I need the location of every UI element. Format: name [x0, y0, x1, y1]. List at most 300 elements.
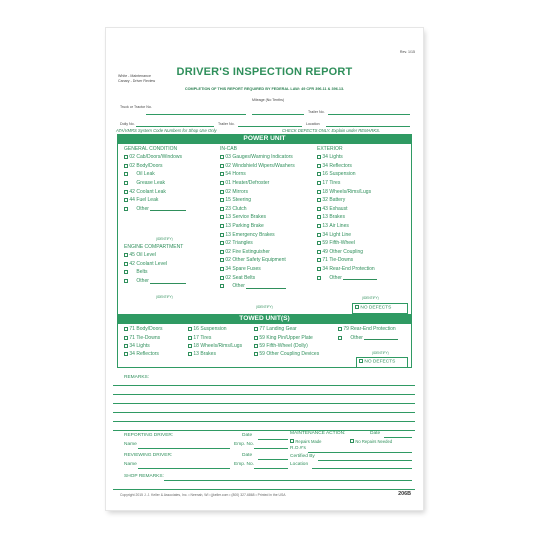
- item-checkbox[interactable]: [317, 258, 321, 262]
- item-checkbox[interactable]: [188, 336, 192, 340]
- power-no-defects-checkbox[interactable]: [355, 305, 359, 309]
- item-code: 42: [129, 260, 135, 267]
- item-checkbox[interactable]: [220, 250, 224, 254]
- item-label: Tires: [329, 180, 341, 187]
- checklist-item[interactable]: [124, 187, 214, 196]
- engine-identify-label: (IDENTIFY): [156, 295, 173, 299]
- in-cab-list: [220, 153, 318, 291]
- checklist-item[interactable]: [254, 325, 344, 333]
- item-checkbox[interactable]: [317, 181, 321, 185]
- item-label: Other: [136, 278, 149, 285]
- trailer-no-2-label: Trailer No.: [218, 122, 235, 126]
- exterior-identify-label: (IDENTIFY): [362, 296, 379, 300]
- dolly-no-line[interactable]: [136, 126, 214, 127]
- item-code: 13: [193, 351, 199, 358]
- maintenance-date-line[interactable]: [384, 437, 412, 438]
- item-label: Rear-End Protection: [329, 266, 375, 273]
- item-label: Exhaust: [329, 205, 348, 212]
- certified-by-line[interactable]: [318, 460, 412, 461]
- item-label: Landing Gear: [266, 326, 297, 333]
- item-label: Suspension: [329, 171, 356, 178]
- item-code: 18: [322, 188, 328, 195]
- checklist-item[interactable]: [317, 256, 411, 265]
- checklist-item[interactable]: [124, 342, 194, 350]
- checklist-item[interactable]: [124, 325, 194, 333]
- truck-tractor-label: Truck or Tractor No.: [120, 105, 152, 109]
- item-label: Parking Brake: [232, 223, 264, 230]
- remarks-line[interactable]: [113, 412, 415, 413]
- item-code: 23: [225, 205, 231, 212]
- reporting-name-line[interactable]: [138, 448, 230, 449]
- exterior-column: [317, 146, 411, 282]
- checklist-item[interactable]: [338, 333, 414, 341]
- item-checkbox[interactable]: [124, 262, 128, 266]
- item-code: 02: [225, 248, 231, 255]
- item-checkbox[interactable]: [124, 164, 128, 168]
- item-checkbox[interactable]: [124, 270, 128, 274]
- other-blank-line[interactable]: [343, 275, 377, 280]
- checklist-item[interactable]: [124, 162, 214, 171]
- shop-remarks-line[interactable]: [164, 480, 412, 481]
- reviewing-emp-label: Emp. No.: [234, 462, 254, 467]
- checklist-item[interactable]: [124, 205, 214, 214]
- item-checkbox[interactable]: [220, 276, 224, 280]
- item-code: 43: [322, 205, 328, 212]
- checklist-item[interactable]: [124, 350, 194, 358]
- inspection-report-form: [106, 28, 423, 510]
- item-label: Coolant Leak: [136, 188, 166, 195]
- other-blank-line[interactable]: [150, 279, 186, 284]
- item-label: Grease Leak: [136, 180, 166, 187]
- item-label: Air Lines: [329, 223, 349, 230]
- ata-note: ATA/VMRS System Code Numbers for Shop Use Only: [116, 128, 217, 133]
- item-checkbox[interactable]: [124, 190, 128, 194]
- item-label: Other Coupling Devices: [266, 351, 320, 358]
- item-checkbox[interactable]: [220, 215, 224, 219]
- item-code: 01: [225, 180, 231, 187]
- item-label: Spare Fuses: [232, 266, 261, 273]
- reviewing-name-line[interactable]: [138, 468, 230, 469]
- checklist-item[interactable]: [220, 153, 318, 162]
- item-code: 59: [259, 334, 265, 341]
- item-checkbox[interactable]: [254, 336, 258, 340]
- reviewing-emp-line[interactable]: [254, 468, 288, 469]
- checklist-item[interactable]: [338, 325, 414, 333]
- maintenance-date-label: Date: [370, 431, 381, 436]
- engine-compartment-column: [124, 244, 214, 285]
- item-label: Light Line: [329, 231, 352, 238]
- checklist-item[interactable]: [220, 230, 318, 239]
- item-code: 16: [193, 326, 199, 333]
- item-label: Heater/Defroster: [232, 180, 270, 187]
- item-label: Other: [232, 283, 245, 290]
- item-checkbox[interactable]: [124, 181, 128, 185]
- item-code: 13: [225, 223, 231, 230]
- item-code: 03: [225, 154, 231, 161]
- towed-units-header: TOWED UNIT(S): [117, 314, 412, 324]
- reporting-driver-label: REPORTING DRIVER:: [124, 433, 174, 438]
- copyright-text: Copyright 2015 J. J. Keller & Associates, Inc. • Neenah, WI • jjkeller.com • (800) 327-6868 • Printed in the USA: [120, 493, 286, 497]
- item-checkbox[interactable]: [317, 241, 321, 245]
- item-checkbox[interactable]: [124, 253, 128, 257]
- checklist-item[interactable]: [124, 260, 214, 269]
- checklist-item[interactable]: [124, 277, 214, 286]
- item-label: Fifth-Wheel: [329, 240, 355, 247]
- item-label: Clutch: [232, 205, 247, 212]
- item-code: 45: [129, 252, 135, 259]
- maintenance-action-label: MAINTENANCE ACTION:: [290, 431, 346, 436]
- remarks-line[interactable]: [113, 385, 415, 386]
- repairs-made-label: Repairs Made: [295, 439, 322, 444]
- towed-no-defects-label: NO DEFECTS: [364, 359, 396, 365]
- item-code: 02: [225, 274, 231, 281]
- item-code: 77: [259, 326, 265, 333]
- checklist-item[interactable]: [188, 342, 258, 350]
- item-checkbox[interactable]: [124, 198, 128, 202]
- item-checkbox[interactable]: [124, 172, 128, 176]
- item-code: 59: [259, 351, 265, 358]
- checklist-item[interactable]: [220, 162, 318, 171]
- checklist-item[interactable]: [317, 222, 411, 231]
- item-label: Brakes: [329, 214, 345, 221]
- item-code: 44: [129, 197, 135, 204]
- checklist-item[interactable]: [220, 273, 318, 282]
- item-label: Wheels/Rims/Lugs: [200, 342, 243, 349]
- item-checkbox[interactable]: [124, 336, 128, 340]
- item-checkbox[interactable]: [124, 279, 128, 283]
- trailer-no-line[interactable]: [328, 114, 410, 115]
- item-code: 02: [225, 240, 231, 247]
- towed-identify-label: (IDENTIFY): [372, 351, 389, 355]
- checklist-item[interactable]: [220, 213, 318, 222]
- item-label: Steering: [232, 197, 252, 204]
- no-repairs-option[interactable]: [350, 439, 392, 444]
- item-label: Belts: [136, 269, 148, 276]
- engine-compartment-list: [124, 251, 214, 285]
- check-defects-note: CHECK DEFECTS ONLY. Explain under REMARKS.: [282, 128, 381, 133]
- shop-remarks-label: SHOP REMARKS:: [124, 474, 164, 479]
- checklist-item[interactable]: [124, 251, 214, 260]
- checklist-item[interactable]: [124, 268, 214, 277]
- item-checkbox[interactable]: [317, 276, 321, 280]
- form-title: DRIVER'S INSPECTION REPORT: [176, 66, 353, 78]
- item-label: Other Coupling: [329, 248, 364, 255]
- item-checkbox[interactable]: [317, 190, 321, 194]
- certified-by-label: Certified By: [290, 454, 315, 459]
- item-code: 34: [129, 351, 135, 358]
- towed-col-3: [254, 325, 344, 359]
- item-label: Brakes: [200, 351, 216, 358]
- general-identify-label: (IDENTIFY): [156, 237, 173, 241]
- item-checkbox[interactable]: [317, 164, 321, 168]
- item-checkbox[interactable]: [220, 198, 224, 202]
- revision-label: Rev. 1/15: [399, 50, 415, 54]
- item-checkbox[interactable]: [317, 224, 321, 228]
- item-code: 34: [322, 266, 328, 273]
- reporting-name-label: Name: [124, 442, 137, 447]
- item-checkbox[interactable]: [317, 172, 321, 176]
- item-label: Tie-Downs: [329, 257, 354, 264]
- item-code: 49: [322, 248, 328, 255]
- reporting-date-line[interactable]: [258, 439, 288, 440]
- reporting-emp-label: Emp. No.: [234, 442, 254, 447]
- reviewing-date-line[interactable]: [258, 459, 288, 460]
- item-label: Body/Doors: [136, 326, 163, 333]
- checklist-item[interactable]: [220, 170, 318, 179]
- item-checkbox[interactable]: [254, 327, 258, 331]
- repairs-made-checkbox[interactable]: [290, 439, 294, 443]
- item-code: 32: [322, 197, 328, 204]
- item-label: King Pin/Upper Plate: [266, 334, 313, 341]
- item-label: Fuel Leak: [136, 197, 159, 204]
- item-label: Tie-Downs: [136, 334, 161, 341]
- incab-identify-label: (IDENTIFY): [256, 305, 273, 309]
- item-checkbox[interactable]: [254, 352, 258, 356]
- reviewing-name-label: Name: [124, 462, 137, 467]
- power-unit-header: POWER UNIT: [117, 134, 412, 144]
- in-cab-heading: IN-CAB: [220, 146, 237, 152]
- federal-law-note: COMPLETION OF THIS REPORT REQUIRED BY FEDERAL LAW: 49 CFR 396.11 & 396.13.: [184, 87, 345, 91]
- checklist-item[interactable]: [220, 179, 318, 188]
- item-checkbox[interactable]: [220, 172, 224, 176]
- checklist-item[interactable]: [317, 265, 411, 274]
- item-code: 34: [322, 154, 328, 161]
- item-checkbox[interactable]: [220, 284, 224, 288]
- item-label: Fifth-Wheel (Dolly): [266, 342, 308, 349]
- no-repairs-label: No Repairs Needed: [355, 439, 393, 444]
- item-code: 34: [225, 266, 231, 273]
- exterior-heading: EXTERIOR: [317, 146, 343, 152]
- item-label: Wheels/Rims/Lugs: [329, 188, 372, 195]
- checklist-item[interactable]: [188, 325, 258, 333]
- item-checkbox[interactable]: [317, 233, 321, 237]
- general-condition-list: [124, 153, 214, 213]
- item-label: Cab/Doors/Windows: [136, 154, 182, 161]
- checklist-item[interactable]: [188, 333, 258, 341]
- checklist-item[interactable]: [220, 282, 318, 291]
- item-code: 16: [322, 171, 328, 178]
- shop-remarks-line-2[interactable]: [113, 489, 415, 490]
- towed-no-defects-checkbox[interactable]: [359, 359, 363, 363]
- item-label: Triangles: [232, 240, 253, 247]
- exterior-list: [317, 153, 411, 282]
- ros-label: R.O.#'s: [290, 446, 306, 451]
- checklist-item[interactable]: [220, 222, 318, 231]
- item-code: 17: [193, 334, 199, 341]
- checklist-item[interactable]: [317, 239, 411, 248]
- item-label: Reflectors: [329, 162, 352, 169]
- item-checkbox[interactable]: [220, 207, 224, 211]
- truck-no-line[interactable]: [146, 114, 246, 115]
- item-checkbox[interactable]: [220, 241, 224, 245]
- trailer-no-label: Trailer No.: [308, 110, 325, 114]
- checklist-item[interactable]: [220, 196, 318, 205]
- item-code: 13: [322, 214, 328, 221]
- checklist-item[interactable]: [317, 230, 411, 239]
- item-code: 71: [129, 334, 135, 341]
- item-checkbox[interactable]: [188, 327, 192, 331]
- checklist-item[interactable]: [220, 205, 318, 214]
- item-code: 18: [193, 342, 199, 349]
- location-label: Location: [306, 122, 320, 126]
- other-blank-line[interactable]: [364, 335, 398, 340]
- checklist-item[interactable]: [317, 187, 411, 196]
- item-checkbox[interactable]: [220, 233, 224, 237]
- engine-compartment-heading: ENGINE COMPARTMENT: [124, 244, 184, 250]
- item-checkbox[interactable]: [188, 344, 192, 348]
- no-repairs-checkbox[interactable]: [350, 439, 354, 443]
- checklist-item[interactable]: [124, 333, 194, 341]
- remarks-line[interactable]: [113, 394, 415, 395]
- item-label: Other: [350, 334, 363, 341]
- item-label: Other: [329, 274, 342, 281]
- reviewing-date-label: Date: [242, 453, 253, 458]
- item-label: Tires: [200, 334, 212, 341]
- item-checkbox[interactable]: [317, 267, 321, 271]
- copy-canary: Canary - Driver Review: [118, 79, 156, 83]
- towed-no-defects-box[interactable]: [356, 357, 408, 368]
- item-checkbox[interactable]: [317, 250, 321, 254]
- checklist-item[interactable]: [317, 196, 411, 205]
- other-blank-line[interactable]: [150, 206, 186, 211]
- item-checkbox[interactable]: [188, 352, 192, 356]
- checklist-item[interactable]: [317, 170, 411, 179]
- item-code: 34: [322, 231, 328, 238]
- item-label: Horns: [232, 171, 246, 178]
- item-checkbox[interactable]: [220, 224, 224, 228]
- item-label: Windshield Wipers/Washers: [232, 162, 295, 169]
- item-checkbox[interactable]: [338, 327, 342, 331]
- item-checkbox[interactable]: [220, 164, 224, 168]
- ros-line[interactable]: [308, 452, 412, 453]
- item-label: Battery: [329, 197, 346, 204]
- checklist-item[interactable]: [220, 239, 318, 248]
- checklist-item[interactable]: [220, 187, 318, 196]
- item-checkbox[interactable]: [317, 207, 321, 211]
- checklist-item[interactable]: [317, 248, 411, 257]
- item-checkbox[interactable]: [220, 190, 224, 194]
- item-code: 59: [322, 240, 328, 247]
- checklist-item[interactable]: [317, 273, 411, 282]
- power-no-defects-box[interactable]: [352, 303, 408, 314]
- item-checkbox[interactable]: [124, 207, 128, 211]
- checklist-item[interactable]: [124, 179, 214, 188]
- item-code: 02: [225, 162, 231, 169]
- sig-location-label: Location: [290, 462, 309, 467]
- item-code: 34: [129, 342, 135, 349]
- item-label: Reflectors: [136, 351, 159, 358]
- checklist-item[interactable]: [220, 248, 318, 257]
- remarks-line[interactable]: [113, 403, 415, 404]
- item-code: 17: [322, 180, 328, 187]
- item-checkbox[interactable]: [317, 215, 321, 219]
- item-checkbox[interactable]: [124, 155, 128, 159]
- item-label: Mirrors: [232, 188, 248, 195]
- checklist-item[interactable]: [220, 256, 318, 265]
- power-no-defects-label: NO DEFECTS: [360, 305, 392, 311]
- checklist-item[interactable]: [254, 350, 344, 358]
- item-label: Rear-End Protection: [350, 326, 396, 333]
- dolly-no-label: Dolly No.: [120, 122, 135, 126]
- item-code: 15: [225, 197, 231, 204]
- checklist-item[interactable]: [254, 342, 344, 350]
- item-checkbox[interactable]: [220, 155, 224, 159]
- item-code: 54: [225, 171, 231, 178]
- item-checkbox[interactable]: [254, 344, 258, 348]
- remarks-label: REMARKS:: [124, 375, 150, 380]
- item-code: 13: [225, 214, 231, 221]
- item-label: Emergency Brakes: [232, 231, 275, 238]
- sig-location-line[interactable]: [312, 468, 412, 469]
- item-label: Lights: [136, 342, 150, 349]
- item-code: 59: [259, 342, 265, 349]
- item-checkbox[interactable]: [220, 267, 224, 271]
- checklist-item[interactable]: [254, 333, 344, 341]
- mileage-label: Mileage (No Tenths): [252, 98, 285, 102]
- item-checkbox[interactable]: [317, 155, 321, 159]
- location-line[interactable]: [326, 126, 410, 127]
- repairs-made-option[interactable]: [290, 439, 321, 444]
- item-checkbox[interactable]: [220, 258, 224, 262]
- item-code: 13: [322, 223, 328, 230]
- checklist-item[interactable]: [317, 213, 411, 222]
- item-checkbox[interactable]: [124, 344, 128, 348]
- item-checkbox[interactable]: [124, 327, 128, 331]
- item-label: Seat Belts: [232, 274, 256, 281]
- item-label: Suspension: [200, 326, 227, 333]
- checklist-item[interactable]: [124, 170, 214, 179]
- copy-white: White - Maintenance: [118, 74, 151, 78]
- trailer-no-2-line[interactable]: [238, 126, 302, 127]
- checklist-item[interactable]: [124, 196, 214, 205]
- checklist-item[interactable]: [317, 179, 411, 188]
- item-code: 02: [129, 154, 135, 161]
- other-blank-line[interactable]: [246, 284, 286, 289]
- checklist-item[interactable]: [188, 350, 258, 358]
- mileage-line[interactable]: [252, 114, 304, 115]
- form-number: 206B: [398, 491, 411, 497]
- checklist-item[interactable]: [317, 205, 411, 214]
- general-condition-heading: GENERAL CONDITION: [124, 146, 178, 152]
- item-code: 34: [322, 162, 328, 169]
- checklist-item[interactable]: [124, 153, 214, 162]
- reporting-emp-line[interactable]: [254, 448, 288, 449]
- item-code: 71: [322, 257, 328, 264]
- item-label: Oil Level: [136, 252, 156, 259]
- checklist-item[interactable]: [220, 265, 318, 274]
- item-label: Service Brakes: [232, 214, 267, 221]
- item-code: 02: [129, 162, 135, 169]
- item-code: 02: [225, 257, 231, 264]
- item-checkbox[interactable]: [317, 198, 321, 202]
- general-condition-column: [124, 146, 214, 213]
- checklist-item[interactable]: [317, 162, 411, 171]
- towed-col-2: [188, 325, 258, 359]
- remarks-line[interactable]: [113, 421, 415, 422]
- towed-col-4: [338, 325, 414, 342]
- item-checkbox[interactable]: [220, 181, 224, 185]
- item-label: Lights: [329, 154, 343, 161]
- item-label: Fire Extinguisher: [232, 248, 270, 255]
- item-checkbox[interactable]: [124, 352, 128, 356]
- item-code: 02: [225, 188, 231, 195]
- reviewing-driver-label: REVIEWING DRIVER:: [124, 453, 173, 458]
- checklist-item[interactable]: [317, 153, 411, 162]
- item-code: 79: [343, 326, 349, 333]
- item-checkbox[interactable]: [338, 336, 342, 340]
- towed-col-1: [124, 325, 194, 359]
- item-label: Gauges/Warning Indicators: [232, 154, 293, 161]
